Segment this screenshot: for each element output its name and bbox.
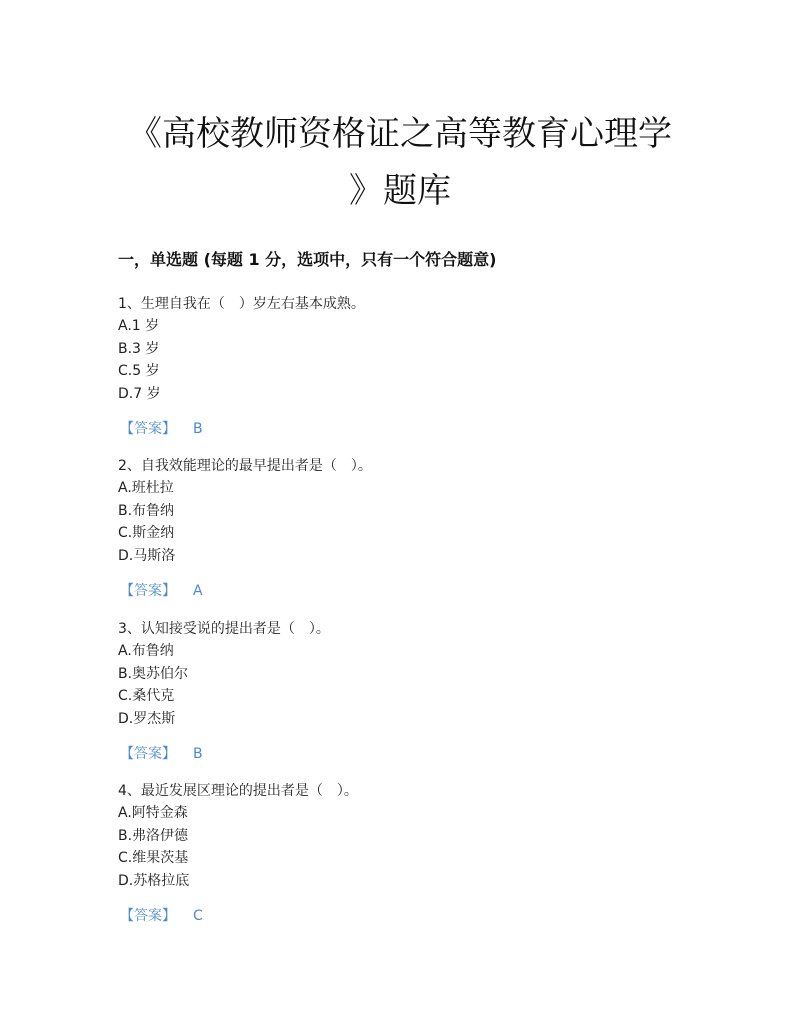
question-option-a: A.班杜拉 — [118, 480, 174, 496]
question-option-b: B.弗洛伊德 — [118, 827, 189, 844]
answer-value: B — [193, 746, 203, 762]
question-stem: 2、自我效能理论的最早提出者是（ ）。 — [118, 458, 372, 474]
document-title — [100, 106, 700, 220]
question-option-d: D.7 岁 — [118, 385, 161, 402]
document-title-line-2: 》题库 — [349, 171, 451, 211]
question-option-d: D.苏格拉底 — [118, 872, 190, 889]
answer-row — [118, 580, 718, 602]
answer-row — [118, 743, 718, 765]
answer-value: C — [193, 908, 203, 924]
answer-value: A — [193, 583, 203, 599]
question-4 — [118, 780, 718, 927]
question-stem: 1、生理自我在（ ）岁左右基本成熟。 — [118, 296, 365, 312]
question-option-b: B.奥苏伯尔 — [118, 665, 189, 682]
question-3 — [118, 618, 718, 765]
question-stem: 4、最近发展区理论的提出者是（ ）。 — [118, 783, 358, 799]
question-1 — [118, 293, 718, 440]
question-option-a: A.1 岁 — [118, 318, 160, 334]
question-option-d: D.马斯洛 — [118, 547, 176, 564]
question-2 — [118, 455, 718, 602]
question-stem: 3、认知接受说的提出者是（ ）。 — [118, 621, 330, 637]
answer-label: 【答案】 — [120, 908, 176, 924]
answer-row — [118, 418, 718, 440]
answer-value: B — [193, 421, 203, 437]
section-heading: 一，单选题 (每题 1 分，选项中，只有一个符合题意) — [118, 250, 497, 269]
question-option-b: B.3 岁 — [118, 340, 160, 357]
question-option-b: B.布鲁纳 — [118, 502, 175, 519]
question-option-a: A.布鲁纳 — [118, 643, 174, 659]
answer-label: 【答案】 — [120, 746, 176, 762]
question-option-a: A.阿特金森 — [118, 805, 188, 821]
question-option-c: C.斯金纳 — [118, 525, 175, 541]
question-option-c: C.维果茨基 — [118, 850, 189, 866]
answer-label: 【答案】 — [120, 421, 176, 437]
question-option-c: C.桑代克 — [118, 688, 175, 704]
question-option-c: C.5 岁 — [118, 363, 160, 379]
question-option-d: D.罗杰斯 — [118, 710, 176, 727]
answer-label: 【答案】 — [120, 583, 176, 599]
answer-row — [118, 905, 718, 927]
document-title-line-1: 《高校教师资格证之高等教育心理学 — [128, 114, 672, 154]
